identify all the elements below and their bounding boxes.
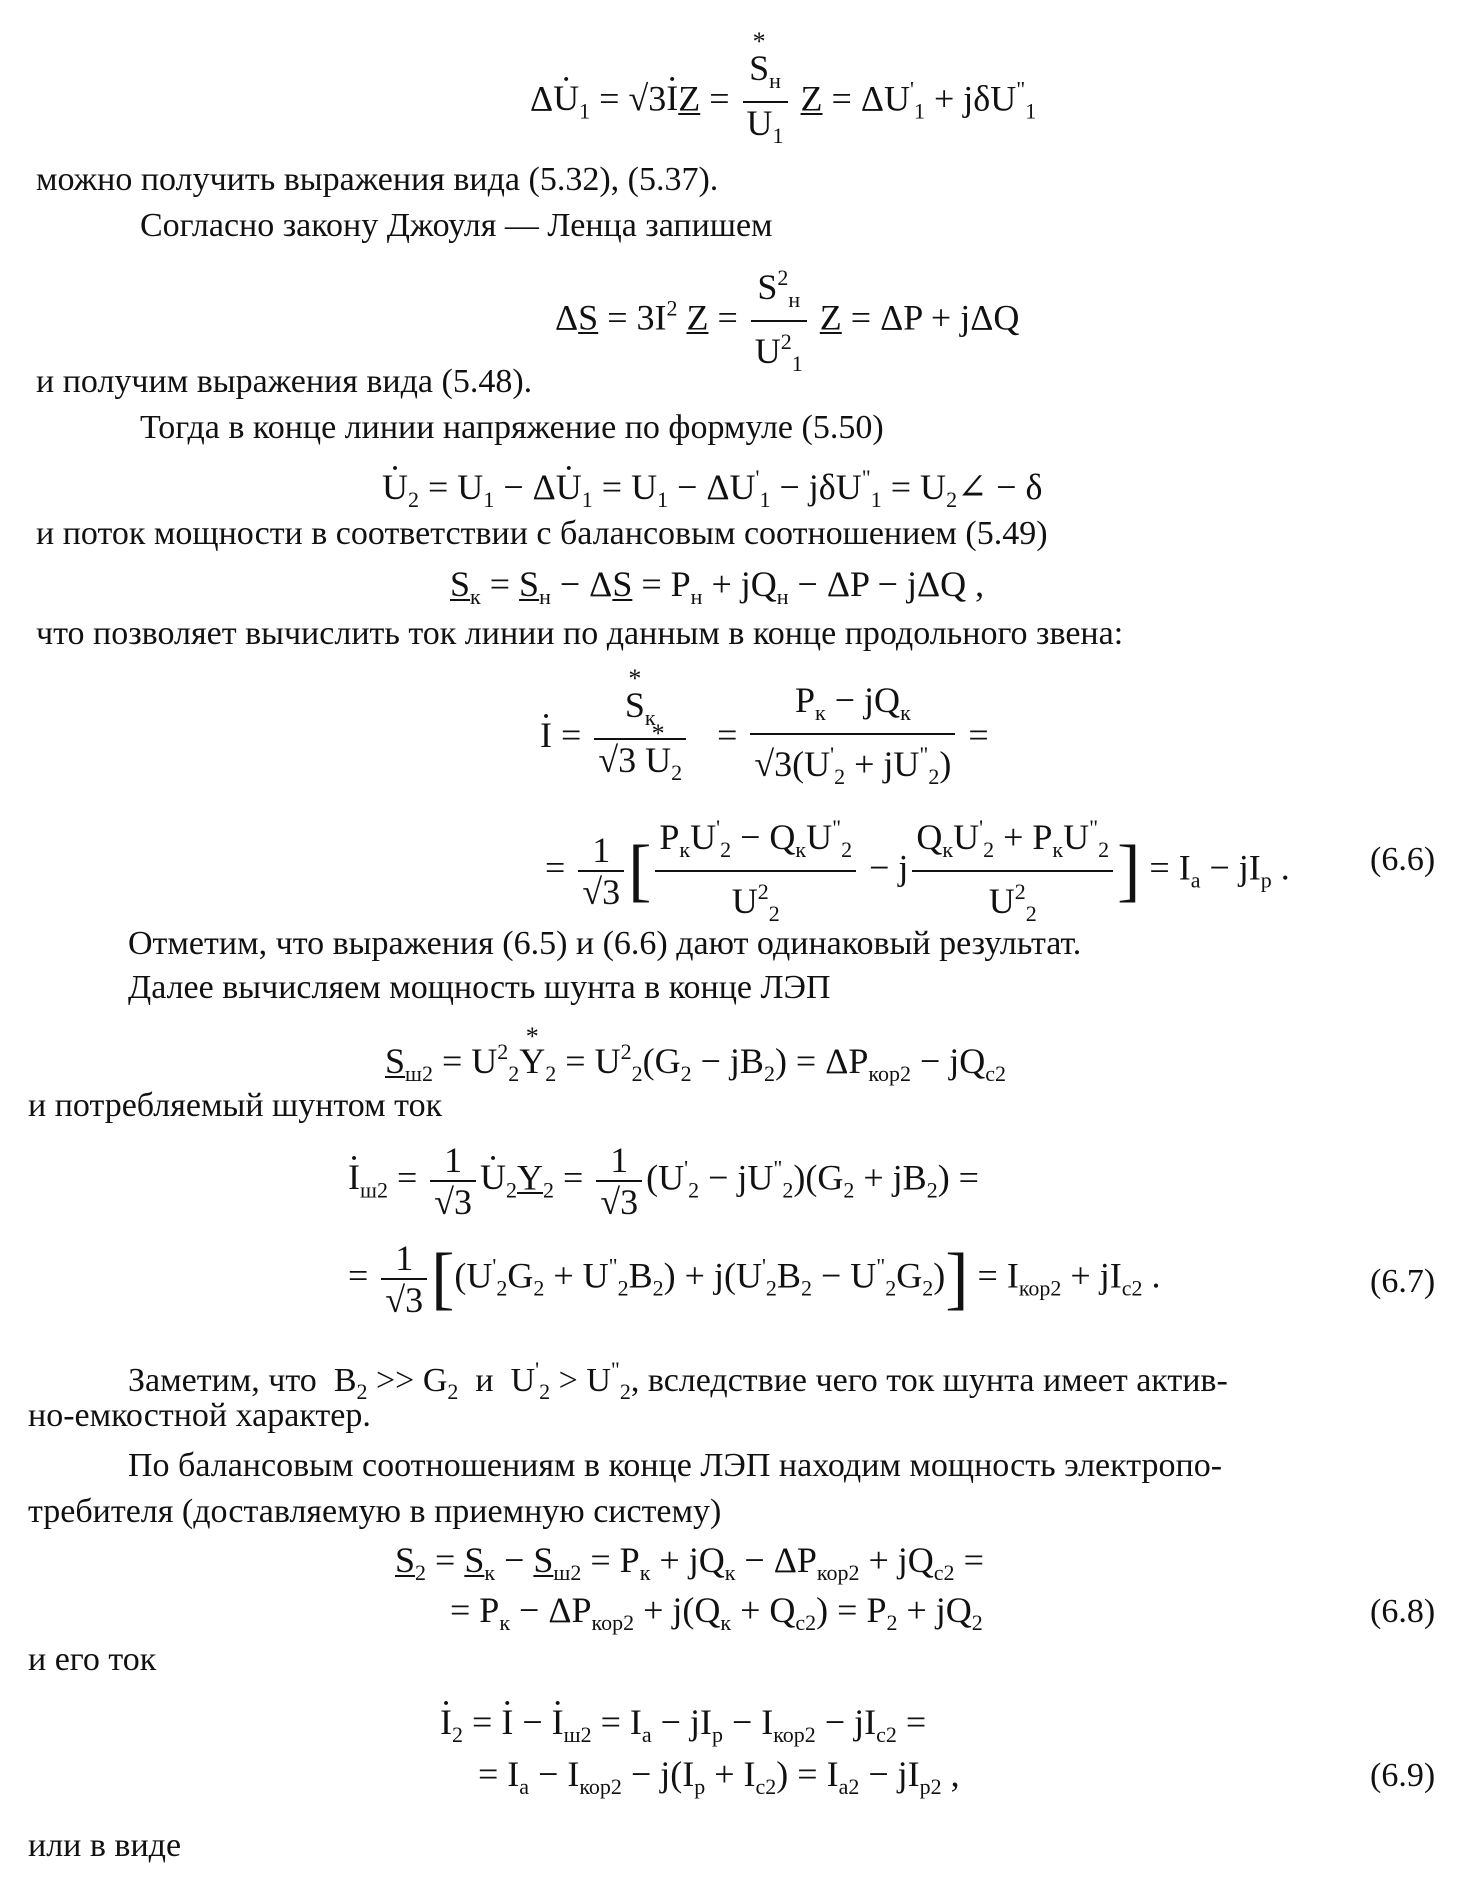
text-line-11: но-емкостной характер. [28, 1397, 371, 1434]
equation-delta-u1: $\Delta U \cdot_1 = √3I \cdot Z$ = $\frac{S *_н}{U_1}$ $Z = \Delta U'_1 + j\delta U^"_1$ [530, 48, 1036, 156]
equation-number-6-7: (6.7) [1370, 1263, 1436, 1300]
text-line-12: По балансовым соотношениям в конце ЛЭП находим мощность электропо- [128, 1447, 1223, 1484]
text-line-10a: Заметим, что [128, 1362, 317, 1399]
equation-number-6-6: (6.6) [1370, 841, 1436, 878]
equation-s2-line2: = $P_к - \Delta P_{кор2} + j(Q_к + Q_{c2}) = P_2 + jQ_2$ [450, 1590, 983, 1635]
equation-number-6-8: (6.8) [1370, 1593, 1436, 1630]
text-line-2: Согласно закону Джоуля — Ленца запишем [140, 207, 773, 244]
text-line-6: что позволяет вычислить ток линии по данным в конце продольного звена: [36, 615, 1124, 652]
text-line-4: Тогда в конце линии напряжение по формуле (5.50) [140, 409, 884, 446]
text-line-3: и получим выражения вида (5.48). [36, 363, 533, 400]
equation-delta-s: $\Delta S = 3I^2$ Z = $\frac{S^2_н}{U^2_1}$ Z = ΔP + jΔQ [555, 258, 1019, 384]
text-line-10b: и [475, 1362, 494, 1399]
text-line-8: Далее вычисляем мощность шунта в конце ЛЭП [128, 969, 831, 1006]
text-line-7: Отметим, что выражения (6.5) и (6.6) дают одинаковый результат. [128, 925, 1082, 962]
equation-i2-line1: $I \cdot_2 = I$ · − $I \cdot_{ш2} = I_а - jI_р - I_{кор2} - jI_{c2}$ = [440, 1700, 926, 1757]
equation-shunt-current-line2: = $\frac{1}{√3}$ $[(U'_2G_2 + U^"_2B_2) + j(U'_2B_2 - U^"_2G_2)] = I_{кор2} + jI_{c2}$ . [348, 1238, 1161, 1320]
equation-u2: $U \cdot_2 = U_1 - \Delta U \cdot_1 = U_1 - \Delta U'_1 - j\delta U^"_1$ = $U_2\angle - \delta$ [382, 456, 1043, 522]
text-line-1: можно получить выражения вида (5.32), (5.37). [36, 161, 719, 198]
text-line-15: или в виде [28, 1827, 182, 1864]
text-line-10c: , вследствие чего ток шунта имеет актив- [630, 1362, 1228, 1399]
text-line-14: и его ток [28, 1641, 157, 1678]
text-line-9: и потребляемый шунтом ток [28, 1087, 443, 1124]
equation-number-6-9: (6.9) [1370, 1757, 1436, 1794]
equation-i2-line2: = $I_а - I_{кор2} - j(I_р + I_{c2}) = I_{а2} - jI_{р2}$ , [478, 1754, 960, 1799]
text-line-13: требителя (доставляемую в приемную систему) [28, 1493, 722, 1530]
equation-current-line2: = $\frac{1}{√3}$ [ $\frac{P_кU'_2 - Q_кU^"_2}{U^2_2}$ − j $\frac{Q_кU'_2 + P_кU^"_2}{U^2_2}$ ] = $I_а - jI_р$ . [545, 808, 1290, 934]
text-line-5: и поток мощности в соответствии с балансовым соотношением (5.49) [36, 515, 1048, 552]
equation-sk: $S_к = S_н - \Delta S = P_н + jQ_н - \Delta P - j\Delta Q$ , [450, 564, 985, 609]
equation-shunt-power: $S_{ш2} = U^2_2Y$ $*_2 = U^2_2(G_2 - jB_2) = \Delta P_{кор2} - jQ_{c2}$ [385, 1030, 1006, 1096]
equation-s2-line1: $S_2 = S_к - S_{ш2} = P_к + jQ_к - \Delta P_{кор2} + jQ_{c2}$ = [395, 1540, 984, 1585]
equation-current-line1: I · = $\frac{S *_к}{√3 U *_2}$ = $\frac{P_к - jQ_к}{√3(U'_2 + jU^"_2)}$ = [540, 680, 989, 797]
text-line-10: Заметим, что $B_2 >> G_2$ и $U'_2 > U^"_2$, вследствие чего ток шунта имеет актив- [128, 1357, 1228, 1404]
equation-shunt-current-line1: $I \cdot_{ш2}$ = $\frac{1}{√3}$ $U \cdot_2Y_2$ = $\frac{1}{√3}$ $(U'_2 - jU^"_2)(G_2 + jB_2)$ = [348, 1140, 979, 1222]
